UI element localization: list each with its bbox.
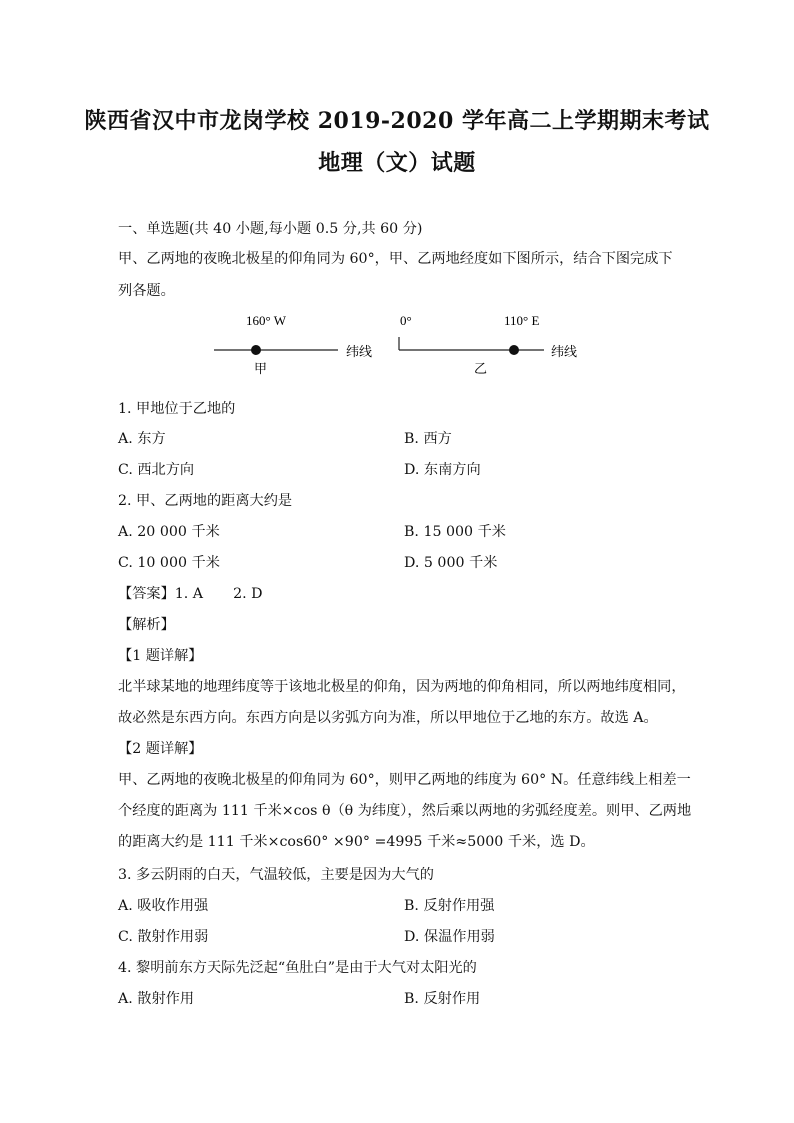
answer-1: 1. A	[174, 586, 204, 602]
answer-2: 2. D	[233, 586, 263, 602]
question-3-option-b: B. 反射作用强	[404, 898, 495, 914]
question-2-option-a: A. 20 000 千米	[118, 524, 220, 540]
question-4-option-b: B. 反射作用	[404, 991, 481, 1007]
question-4-option-a: A. 散射作用	[118, 991, 195, 1007]
question-1-option-d: D. 东南方向	[404, 462, 481, 478]
yi-name-label: 乙	[474, 361, 488, 376]
question-1-stem: 1. 甲地位于乙地的	[118, 401, 236, 417]
zero-label: 0°	[400, 313, 412, 328]
detail-1-line-1: 北半球某地的地理纬度等于该地北极星的仰角，因为两地的仰角相同，所以两地纬度相同，	[118, 679, 686, 695]
section-heading: 一、单选题(共 40 小题,每小题 0.5 分,共 60 分)	[118, 221, 423, 237]
detail-2-label: 【2 题详解】	[118, 741, 203, 757]
answer-line	[118, 583, 262, 603]
question-1-option-a: A. 东方	[118, 431, 166, 447]
detail-2-line-3: 的距离大约是 111 千米×cos60° ×90° =4995 千米≈5000 千米，选 D。	[118, 834, 595, 850]
question-2-stem: 2. 甲、乙两地的距离大约是	[118, 493, 293, 509]
question-3-option-d: D. 保温作用弱	[404, 929, 495, 945]
answer-label: 【答案】	[118, 586, 175, 602]
yi-point	[509, 345, 519, 355]
question-1-option-c: C. 西北方向	[118, 462, 195, 478]
question-2-option-b: B. 15 000 千米	[404, 524, 506, 540]
page-title: 陕西省汉中市龙岗学校 2019-2020 学年高二上学期期末考试	[84, 108, 710, 134]
intro-text-line-1: 甲、乙两地的夜晚北极星的仰角同为 60°，甲、乙两地经度如下图所示，结合下图完成下	[118, 251, 673, 267]
jia-longitude-label: 160° W	[246, 313, 286, 328]
question-3-option-a: A. 吸收作用强	[118, 898, 209, 914]
detail-2-line-2: 个经度的距离为 111 千米×cos θ（θ 为纬度），然后乘以两地的劣弧经度差。则甲、乙两地	[118, 803, 692, 819]
page-subtitle: 地理（文）试题	[318, 150, 476, 176]
detail-1-line-2: 故必然是东西方向。东西方向是以劣弧方向为准，所以甲地位于乙地的东方。故选 A。	[118, 710, 658, 726]
question-3-stem: 3. 多云阴雨的白天，气温较低，主要是因为大气的	[118, 867, 434, 883]
question-3-option-c: C. 散射作用弱	[118, 929, 209, 945]
jia-point	[251, 345, 261, 355]
analysis-label: 【解析】	[118, 617, 175, 633]
jia-line-label: 纬线	[346, 344, 373, 359]
detail-2-line-1: 甲、乙两地的夜晚北极星的仰角同为 60°，则甲乙两地的纬度为 60° N。任意纬线上相差一	[118, 772, 691, 788]
jia-name-label: 甲	[254, 361, 268, 376]
detail-1-label: 【1 题详解】	[118, 648, 203, 664]
yi-longitude-label: 110° E	[504, 313, 540, 328]
yi-line-label: 纬线	[551, 344, 578, 359]
question-2-option-d: D. 5 000 千米	[404, 555, 498, 571]
intro-text-line-2: 列各题。	[118, 283, 175, 299]
question-4-stem: 4. 黎明前东方天际先泛起“鱼肚白”是由于大气对太阳光的	[118, 960, 477, 976]
longitude-diagram	[0, 306, 794, 382]
question-2-option-c: C. 10 000 千米	[118, 555, 220, 571]
question-1-option-b: B. 西方	[404, 431, 452, 447]
